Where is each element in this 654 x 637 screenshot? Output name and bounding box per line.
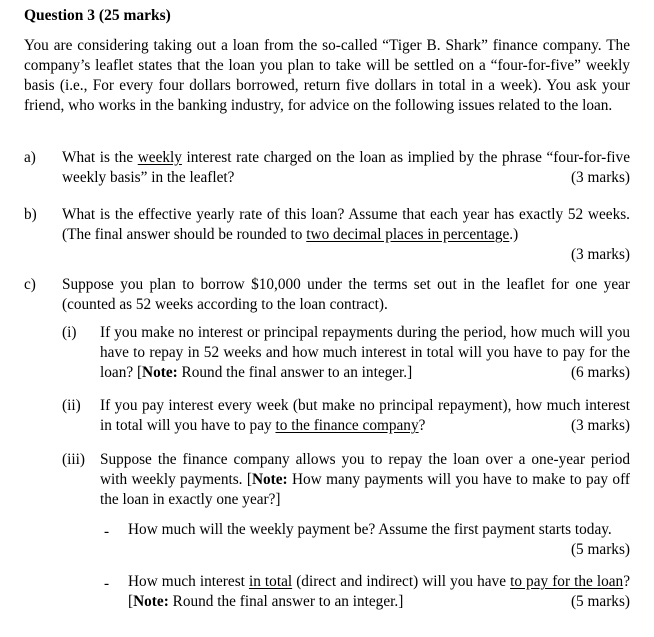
bullet-1-dash: - [104,523,110,540]
part-b-marks: (3 marks) [570,246,630,263]
part-a-marks: (3 marks) [570,169,630,186]
part-c-iii-label: (iii) [62,451,85,468]
part-a-label: a) [24,149,36,166]
part-c-i-label: (i) [62,324,77,341]
bullet-1-marks: (5 marks) [570,541,630,558]
part-c-i-marks: (6 marks) [570,364,630,381]
bullet-2-text: How much interest in total (direct and indirect) will you have to pay for the loan? [Note: Round the final answer to an integer.] [128,573,631,610]
bullet-2-marks: (5 marks) [460,592,630,612]
bullet-1-text: How much will the weekly payment be? Assume the first payment starts today. [128,521,612,538]
part-b-text: What is the effective yearly rate of this loan? Assume that each year has exactly 52 weeks. (The final answer should be rounded to two decimal places in percentage.) [62,206,630,243]
part-c-iii-text: Suppose the finance company allows you to repay the loan over a one-year period with weekly payments. [Note: How many payments will you have to make to pay off the loan in exactly one year?] [100,451,630,508]
bullet-2-dash: - [104,575,110,592]
question-title: Question 3 (25 marks) [24,7,171,24]
part-b-label: b) [24,206,37,223]
part-c-i-text: If you make no interest or principal repayments during the period, how much will you have to repay in 52 weeks and how much interest in total will you have to pay for the loan? [Note: Round the final answer to an integer.] [100,324,630,381]
part-a-text: What is the weekly interest rate charged on the loan as implied by the phrase “four-for-five weekly basis” in the leaflet? [62,149,630,186]
part-c-text: Suppose you plan to borrow $10,000 under the terms set out in the leaflet for one year (counted as 52 weeks according to the loan contract). [62,276,630,313]
part-c-ii-text: If you pay interest every week (but make no principal repayment), how much interest in total will you have to pay to the finance company? [100,397,630,434]
part-c-ii-label: (ii) [62,397,81,414]
part-c-ii-marks: (3 marks) [570,417,630,434]
question-intro: You are considering taking out a loan from the so-called “Tiger B. Shark” finance company. The company’s leaflet states that the loan you plan to take will be settled on a “four-for-five” weekly basis (i.e., For every four dollars borrowed, return five dollars in total in a week). You ask your friend, who works in the banking industry, for advice on the following issues related to the loan. [24,37,630,114]
part-c-label: c) [24,276,36,293]
